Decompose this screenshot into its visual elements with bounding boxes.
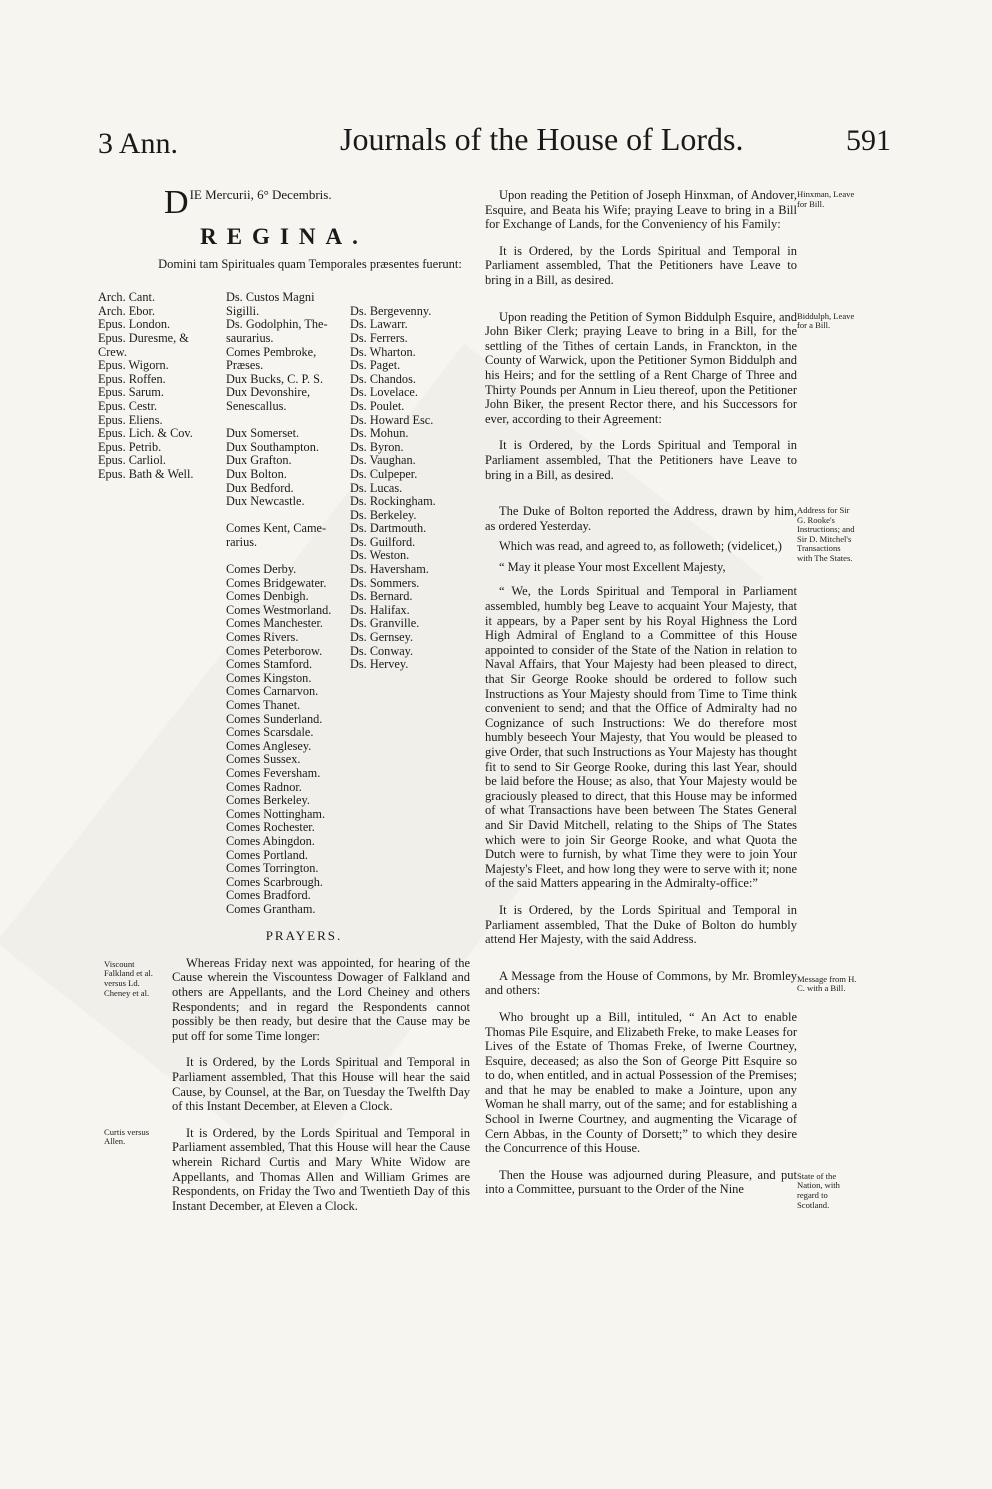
lord-entry: Comes Feversham. [226, 765, 321, 780]
lord-entry: Dux Newcastle. [226, 494, 305, 509]
lord-entry: Dux Grafton. [226, 453, 292, 468]
lord-entry: Ds. Berkeley. [350, 507, 417, 522]
lord-entry: Ds. Bergevenny. [350, 303, 432, 318]
lord-entry: Ds. Lawarr. [350, 317, 408, 332]
lord-entry: Ds. Gernsey. [350, 630, 414, 645]
commons-message-section [485, 968, 857, 1156]
lord-entry: Comes Nottingham. [226, 806, 326, 821]
drop-cap: D [164, 184, 189, 221]
spiritual-lords-list [98, 291, 193, 481]
lord-entry [226, 549, 331, 563]
paragraph: Upon reading the Petition of Symon Biddulph Esquire, and John Biker Clerk; praying Leave to bring in a Bill, for the settling of the Tithes of certain Lands, in Franckton, in the County of Warwick, upon the Petitioner Symon Biddulph and his Heirs; and for the settling of a Rent Charge of Three and Thirty Pounds per Annum in Lieu thereof, upon the Petitioner John Biker, the present Rector there, and his Successors for ever, according to their Agreement: [485, 309, 797, 426]
address-text: “ We, the Lords Spiritual and Temporal in Parliament assembled, humbly beg Leave to acquaint Your Majesty, that it appears, by a Paper sent by his Royal Highness the Lord High Admiral of England to a Committee of this House appointed to consider of the State of the Nation in relation to Naval Affairs, that Your Majesty had been pleased to direct, that Sir George Rooke should be ordered to follow such Instructions as Your Majesty should from Time to Time think convenient to send; and that the Office of Admiralty had no Cognizance of such Instructions: We do therefore most humbly beseech Your Majesty, that You would be pleased to give Order, that such Instructions as Your Majesty has thought fit to send to Sir George Rooke, during this last Year, should be laid before the House; as also, that Your Majesty would be graciously pleased to direct, that this House may be informed of what Transactions have been between The States General and Sir David Mitchell, relating to the Ships of The States which were to join Sir George Rooke, and what Quota the Dutch were to furnish, by what Time they were to join Your Majesty's Fleet, and how long they were to serve with it; none of the said Matters appearing in the Admiralty-office:” [485, 584, 797, 891]
lord-entry: Sigilli. [226, 303, 260, 318]
lord-entry: Ds. Weston. [350, 548, 410, 563]
lord-entry: Ds. Godolphin, The- [226, 317, 328, 332]
lord-entry [350, 291, 436, 305]
margin-note-address: Address for Sir G. Rooke's Instructions; and Sir D. Mitchel's Transactions with The States. [797, 505, 855, 564]
paragraph: Who brought up a Bill, intituled, “ An Act to enable Thomas Pile Esquire, and Elizabeth Freke, to make Leases for Lives of the Estate of Thomas Freke, of Iwerne Courtney, Esquire, deceased; as also the Son of George Pitt Esquire so to do, when entitled, and in actual Possession of the Premises; and that he may be enabled to make a Jointure, upon any Woman he shall marry, out of the same; and for establishing a School in Iwerne Courtney, and augmenting the Vicarage of Cern Abbas, in the County of Dorsett;” to which they desire the Concurrence of this House. [485, 1009, 797, 1156]
paragraph: It is Ordered, by the Lords Spiritual and Temporal in Parliament assembled, That the Duke of Bolton do humbly attend Her Majesty, with the said Address. [485, 902, 797, 947]
right-column [485, 188, 857, 1210]
lord-entry: Ds. Halifax. [350, 602, 410, 617]
paragraph: Upon reading the Petition of Joseph Hinxman, of Andover, Esquire, and Beata his Wife; praying Leave to bring in a Bill for Exchange of Lands, for the Conveniency of his Family: [485, 188, 797, 232]
lord-entry: Ds. Sommers. [350, 575, 420, 590]
committee-section [485, 1167, 840, 1210]
lord-entry: Ds. Dartmouth. [350, 521, 427, 536]
lord-entry: Crew. [98, 344, 127, 359]
lord-entry: Comes Rochester. [226, 820, 315, 835]
paragraph: Then the House was adjourned during Pleasure, and put into a Committee, pursuant to the Order of the Nine [485, 1167, 797, 1197]
lord-entry: Epus. Wigorn. [98, 358, 169, 373]
lord-entry: Ds. Byron. [350, 439, 404, 454]
lord-entry: Ds. Conway. [350, 643, 414, 658]
lord-entry: Ds. Lovelace. [350, 385, 418, 400]
lord-entry: Comes Kent, Came- [226, 521, 327, 536]
lord-entry: Ds. Granville. [350, 616, 420, 631]
lord-entry: Dux Somerset. [226, 426, 300, 441]
lord-entry: Comes Abingdon. [226, 833, 315, 848]
lord-entry: Dux Southampton. [226, 439, 319, 454]
left-column [98, 184, 470, 1225]
paragraph: It is Ordered, by the Lords Spiritual and Temporal in Parliament assembled, That the Petitioners have Leave to bring in a Bill, as desired. [485, 243, 797, 287]
journal-title: Journals of the House of Lords. [340, 121, 744, 157]
lord-entry: Comes Grantham. [226, 901, 316, 916]
paragraph: Whereas Friday next was appointed, for hearing of the Cause wherein the Viscountess Dowager of Falkland and others are Appellants, and the Lord Cheiney and others Respondents; and in regard the Respondents cannot possibly be then ready, but desire that the Cause may be put off for some Time longer: [172, 955, 470, 1043]
lord-entry: Ds. Culpeper. [350, 466, 418, 481]
lord-entry: Ds. Mohun. [350, 426, 409, 441]
lord-entry: Comes Manchester. [226, 616, 323, 631]
paragraph: Which was read, and agreed to, as followeth; (videlicet,) [499, 539, 782, 554]
lord-entry [226, 509, 331, 523]
lord-entry: Ds. Paget. [350, 358, 401, 373]
lord-entry: Epus. Carliol. [98, 453, 166, 468]
lord-entry: Dux Bucks, C. P. S. [226, 371, 324, 386]
paragraph: It is Ordered, by the Lords Spiritual and Temporal in Parliament assembled, That this House will hear the said Cause, by Counsel, at the Bar, on Tuesday the Twelfth Day of this Instant December, at Eleven a Clock. [172, 1055, 470, 1114]
lord-entry: Comes Berkeley. [226, 793, 310, 808]
lord-entry: Epus. Cestr. [98, 398, 158, 413]
lord-entry: Comes Derby. [226, 562, 297, 577]
lord-entry: Epus. London. [98, 317, 171, 332]
lord-entry: Comes Bridgewater. [226, 575, 327, 590]
margin-note-scotland: State of the Nation, with regard to Scotland. [797, 1170, 840, 1210]
lords-present-heading: Domini tam Spirituales quam Temporales præsentes fuerunt: [158, 256, 462, 271]
lord-entry: Epus. Lich. & Cov. [98, 426, 193, 441]
lord-entry: Dux Bedford. [226, 480, 294, 495]
lord-entry: Epus. Bath & Well. [98, 466, 194, 481]
paragraph: It is Ordered, by the Lords Spiritual and Temporal in Parliament assembled, That this House will hear the Cause wherein Richard Curtis and Mary White Widow are Appellants, and Thomas Allen and William Grimes are Respondents, on Friday the Two and Twentieth Day of this Instant December, at Eleven a Clock. [172, 1125, 470, 1213]
lord-entry: Præses. [226, 358, 264, 373]
lord-entry: Ds. Wharton. [350, 344, 416, 359]
lord-entry: Dux Bolton. [226, 466, 287, 481]
lord-entry: Epus. Sarum. [98, 385, 164, 400]
lord-entry: Dux Devonshire, [226, 385, 311, 400]
prayers-heading: PRAYERS. [265, 928, 343, 944]
lord-entry: Epus. Duresme, & [98, 330, 189, 345]
lord-entry: Comes Sunderland. [226, 711, 323, 726]
margin-note-message: Message from H. C. with a Bill. [797, 973, 857, 994]
lord-entry: Comes Portland. [226, 847, 308, 862]
lord-entry: Comes Scarbrough. [226, 874, 323, 889]
paragraph: It is Ordered, by the Lords Spiritual and Temporal in Parliament assembled, That the Petitioners have Leave to bring in a Bill, as desired. [485, 438, 797, 482]
curtis-section [98, 1126, 470, 1214]
lord-entry: Comes Sussex. [226, 752, 301, 767]
paragraph: A Message from the House of Commons, by Mr. Bromley and others: [485, 968, 797, 998]
paragraph: The Duke of Bolton reported the Address, drawn by him, as ordered Yesterday. [485, 504, 797, 533]
lord-entry: Comes Thanet. [226, 698, 301, 712]
lord-entry: Ds. Bernard. [350, 589, 413, 604]
lord-entry: Ds. Chandos. [350, 371, 416, 386]
date-line [164, 184, 470, 221]
lord-entry: Ds. Guilford. [350, 534, 416, 549]
lord-entry: Arch. Ebor. [98, 303, 156, 318]
lord-entry: Comes Rivers. [226, 630, 299, 645]
lord-entry: Comes Radnor. [226, 779, 302, 794]
address-section [485, 504, 855, 947]
lords-present-lists [98, 283, 470, 923]
lord-entry: Comes Westmorland. [226, 602, 332, 617]
lord-entry: Comes Torrington. [226, 861, 319, 876]
margin-note-biddulph: Biddulph, Leave for a Bill. [797, 310, 855, 331]
temporal-lords-list [226, 291, 331, 916]
lord-entry: Comes Bradford. [226, 888, 311, 903]
lord-entry: Comes Carnarvon. [226, 684, 319, 699]
margin-note-hinxman: Hinxman, Leave for Bill. [797, 189, 855, 209]
lord-entry: Epus. Roffen. [98, 371, 166, 386]
lord-entry: Comes Scarsdale. [226, 725, 314, 740]
lord-entry: Epus. Eliens. [98, 412, 163, 427]
lord-entry: rarius. [226, 534, 258, 549]
lord-entry: Ds. Haversham. [350, 562, 429, 577]
biddulph-section [485, 309, 855, 483]
page-number: 591 [846, 124, 891, 157]
hinxman-section [485, 188, 855, 288]
lord-entry: Comes Pembroke, [226, 344, 317, 359]
lord-entry: Ds. Hervey. [350, 657, 409, 672]
lord-entry: Comes Peterborow. [226, 643, 323, 658]
margin-note-falkland: Viscount Falkland et al. versus Ld. Cheney et al. [104, 958, 153, 998]
lord-entry: Comes Denbigh. [226, 589, 309, 604]
lord-entry: Ds. Custos Magni [226, 290, 315, 305]
date-text: IE Mercurii, 6° Decembris. [189, 187, 332, 202]
lord-entry: Epus. Petrib. [98, 439, 162, 454]
lord-entry: Comes Anglesey. [226, 738, 312, 753]
regnal-year: 3 Ann. [98, 127, 179, 160]
lord-entry: Ds. Ferrers. [350, 330, 408, 345]
lord-entry: Comes Kingston. [226, 670, 312, 685]
lord-entry: Comes Stamford. [226, 657, 313, 672]
lord-entry: Ds. Vaughan. [350, 453, 416, 468]
lord-entry [226, 414, 331, 428]
lord-entry: Ds. Lucas. [350, 480, 403, 495]
lord-entry: Senescallus. [226, 398, 287, 413]
address-salutation: “ May it please Your most Excellent Majesty, [499, 559, 726, 574]
lord-entry: Ds. Howard Esc. [350, 412, 434, 427]
lord-entry: Ds. Poulet. [350, 398, 405, 413]
falkland-section [98, 956, 470, 1114]
lord-entry: Arch. Cant. [98, 290, 156, 305]
lord-entry: saurarius. [226, 330, 274, 345]
margin-note-curtis: Curtis versus Allen. [104, 1126, 150, 1147]
regina-heading: REGINA. [200, 224, 368, 249]
barons-list [350, 291, 436, 672]
lord-entry: Ds. Rockingham. [350, 494, 436, 509]
